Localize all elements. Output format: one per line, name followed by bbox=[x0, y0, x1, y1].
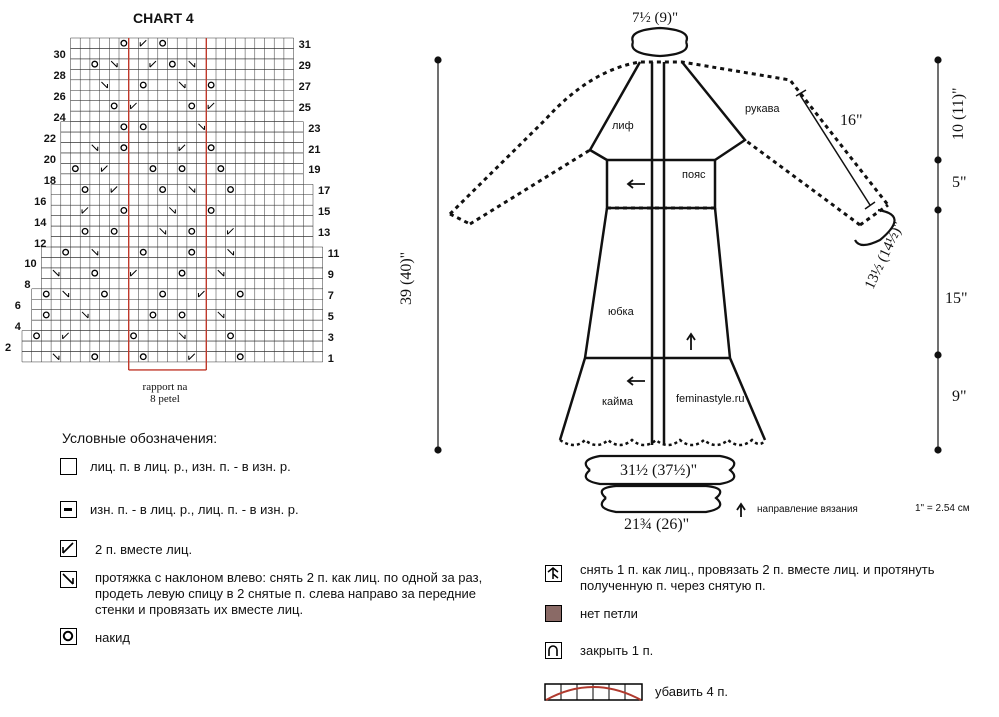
sleeve-length-label: 16" bbox=[840, 112, 863, 129]
legend-ssk-line-3: стенки и провязать их вместе лиц. bbox=[95, 602, 304, 617]
rapport-line-1: rapport na bbox=[142, 381, 188, 393]
yoke-depth-label: 10 (11)" bbox=[950, 87, 967, 140]
legend-item-k2tog: 2 п. вместе лиц. bbox=[95, 542, 193, 557]
row-label-left: 16 bbox=[34, 195, 47, 208]
belt-height-label: 5" bbox=[952, 174, 967, 191]
rapport-line-2: 8 petel bbox=[150, 393, 180, 405]
row-label-right: 19 bbox=[308, 164, 321, 177]
row-label-left: 12 bbox=[34, 237, 47, 250]
zone-skirt: юбка bbox=[608, 306, 634, 318]
sleeve-left-bottom bbox=[470, 150, 590, 224]
legend-ssk-line-1: протяжка с наклоном влево: снять 2 п. как лиц. по одной за раз, bbox=[95, 570, 483, 585]
row-label-left: 2 bbox=[5, 342, 12, 355]
row-label-right: 5 bbox=[327, 310, 334, 323]
neck-width-arrow-bottom bbox=[632, 42, 687, 56]
row-label-right: 15 bbox=[318, 206, 331, 219]
conversion-label: 1" = 2.54 см bbox=[915, 503, 970, 514]
legend-title: Условные обозначения: bbox=[62, 430, 218, 446]
row-label-left: 26 bbox=[53, 91, 66, 104]
legend-item-no-stitch: нет петли bbox=[580, 606, 638, 621]
sleeve-right-bottom bbox=[745, 140, 860, 225]
legend-item-bind-off: закрыть 1 п. bbox=[580, 643, 654, 658]
neck-width-label: 7½ (9)" bbox=[632, 10, 679, 26]
zone-belt: пояс bbox=[682, 169, 706, 181]
row-label-left: 22 bbox=[43, 133, 57, 146]
legend-item-decrease-4: убавить 4 п. bbox=[655, 684, 729, 699]
row-label-right: 21 bbox=[308, 143, 321, 156]
row-label-right: 27 bbox=[298, 80, 311, 93]
row-label-right: 7 bbox=[327, 289, 334, 302]
neck-width-arrow bbox=[632, 28, 687, 42]
total-length-label: 39 (40)" bbox=[398, 251, 415, 305]
legend-item-yo: накид bbox=[95, 630, 130, 645]
row-label-left: 8 bbox=[24, 279, 31, 292]
zone-sleeve: рукава bbox=[745, 103, 780, 115]
row-label-right: 9 bbox=[327, 268, 334, 281]
legend-dd-line-2: полученную п. через снятую п. bbox=[580, 578, 766, 593]
zone-bodice: лиф bbox=[612, 120, 634, 132]
zone-border: кайма bbox=[602, 396, 633, 408]
hem-scallop bbox=[560, 440, 765, 445]
watermark: feminastyle.ru bbox=[676, 393, 745, 405]
legend-dd-line-1: снять 1 п. как лиц., провязать 2 п. вместе лиц. и протянуть bbox=[580, 562, 935, 577]
waist-width-arrow bbox=[602, 486, 720, 512]
row-label-left: 10 bbox=[24, 258, 37, 271]
row-label-right: 25 bbox=[298, 101, 311, 114]
center-front bbox=[652, 62, 664, 445]
row-label-left: 28 bbox=[53, 70, 66, 83]
waist-width-label: 21¾ (26)" bbox=[624, 516, 690, 533]
row-label-right: 1 bbox=[327, 352, 334, 365]
legend-item-knit: лиц. п. в лиц. р., изн. п. - в изн. р. bbox=[90, 459, 291, 474]
belt-rect bbox=[607, 160, 715, 208]
row-label-left: 24 bbox=[53, 112, 66, 125]
row-label-right: 11 bbox=[327, 248, 340, 260]
row-label-left: 6 bbox=[14, 300, 21, 313]
row-label-right: 23 bbox=[308, 122, 321, 135]
legend-item-purl: изн. п. - в лиц. р., лиц. п. - в изн. р. bbox=[90, 502, 299, 517]
row-label-right: 17 bbox=[318, 185, 331, 198]
hem-width-label: 31½ (37½)" bbox=[620, 462, 698, 479]
legend-ssk-line-2: продеть левую спицу в 2 снятые п. слева направо за передние bbox=[95, 586, 477, 601]
chart-title: CHART 4 bbox=[133, 10, 194, 26]
direction-label: направление вязания bbox=[757, 504, 858, 515]
row-label-right: 13 bbox=[318, 227, 331, 240]
row-label-left: 30 bbox=[53, 49, 66, 62]
row-label-left: 4 bbox=[14, 321, 21, 334]
border-height-label: 9" bbox=[952, 388, 967, 405]
row-label-left: 18 bbox=[43, 174, 57, 187]
row-label-left: 20 bbox=[43, 153, 57, 166]
row-label-right: 29 bbox=[298, 59, 311, 72]
row-label-left: 14 bbox=[34, 216, 47, 229]
cuff-width-label: 13½ (14½)" bbox=[862, 219, 908, 292]
skirt-height-label: 15" bbox=[945, 290, 968, 307]
row-label-right: 31 bbox=[298, 39, 311, 51]
row-label-right: 3 bbox=[327, 331, 334, 344]
yoke-outline bbox=[450, 62, 888, 214]
